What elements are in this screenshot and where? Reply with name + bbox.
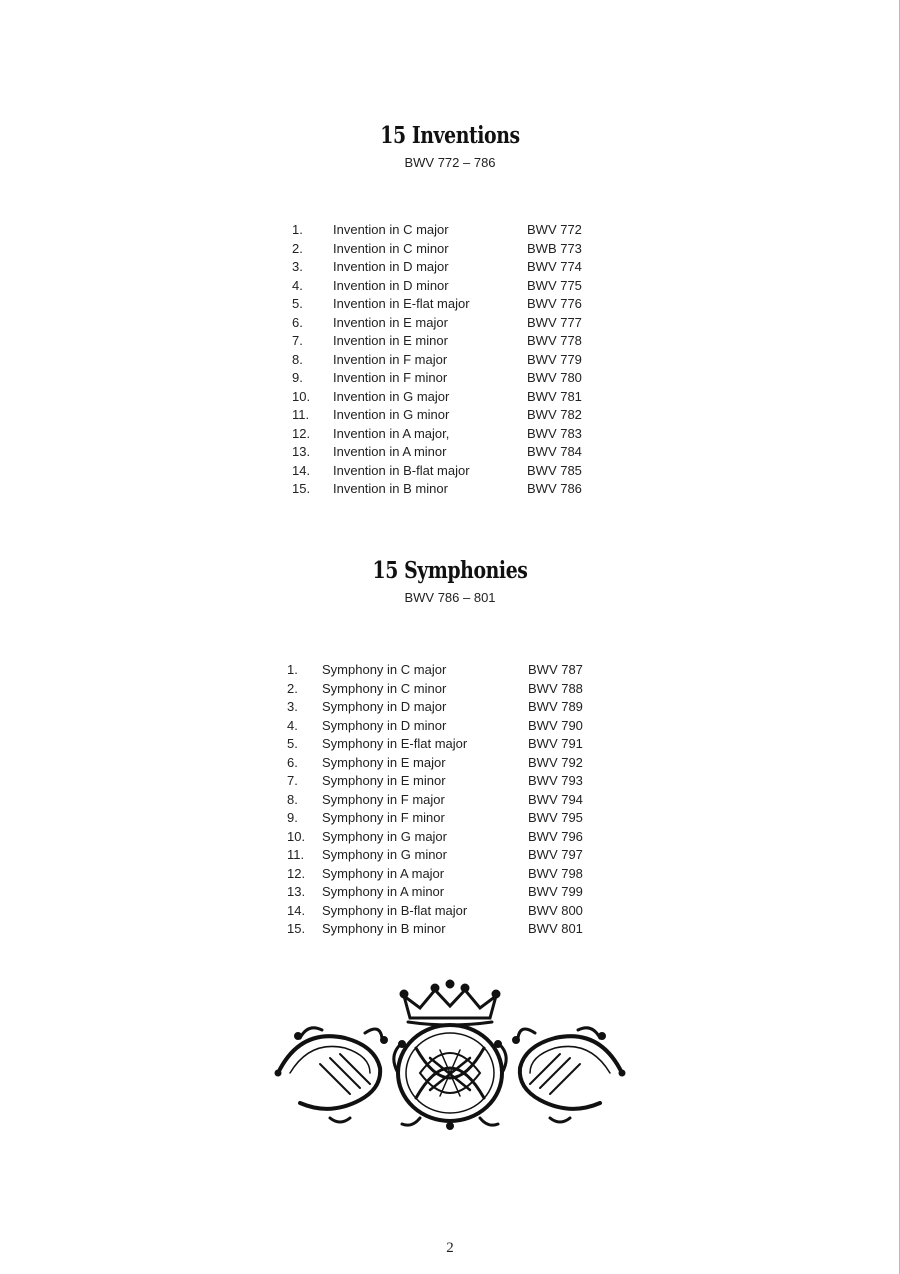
list-item (292, 480, 612, 499)
item-number: 9. (287, 810, 298, 825)
bwv-number: BWV 780 (527, 370, 582, 385)
piece-title: Invention in C minor (333, 240, 449, 256)
list-item (292, 314, 612, 333)
piece-title: Invention in B-flat major (333, 462, 470, 478)
bwv-number: BWV 791 (528, 736, 583, 751)
list-item (287, 883, 607, 902)
bwv-number: BWV 784 (527, 444, 582, 459)
list-item (287, 791, 607, 810)
bwv-number: BWV 777 (527, 314, 582, 330)
bwv-number: BWV 793 (528, 773, 583, 788)
list-item (292, 369, 612, 388)
item-number: 14. (292, 462, 311, 478)
piece-title: Invention in G minor (333, 407, 450, 422)
item-number: 12. (292, 425, 311, 441)
list-item (292, 221, 612, 240)
bwv-number: BWV 786 (527, 481, 582, 496)
item-number: 13. (287, 884, 306, 899)
item-number: 15. (287, 921, 306, 936)
item-number: 8. (287, 791, 298, 807)
bwv-number: BWV 798 (528, 865, 583, 881)
piece-title: Invention in E-flat major (333, 296, 470, 311)
item-number: 9. (292, 370, 303, 385)
symphonies-list (287, 661, 607, 939)
piece-title: Symphony in A minor (322, 884, 445, 899)
item-number: 8. (292, 351, 303, 367)
bwv-number: BWV 787 (528, 662, 583, 677)
piece-title: Invention in F minor (333, 370, 448, 385)
list-item (292, 240, 612, 259)
bwv-number: BWV 789 (528, 699, 583, 714)
list-item (287, 680, 607, 699)
bwv-number: BWV 778 (527, 333, 582, 348)
piece-title: Symphony in C minor (322, 680, 447, 696)
item-number: 14. (287, 902, 306, 918)
list-item (292, 425, 612, 444)
item-number: 11. (292, 407, 310, 422)
inventions-title: 15 Inventions (380, 122, 520, 149)
bwv-number: BWV 796 (528, 828, 583, 844)
list-item (292, 406, 612, 425)
item-number: 1. (292, 222, 303, 237)
piece-title: Symphony in F major (322, 791, 445, 807)
list-item (287, 828, 607, 847)
piece-title: Invention in A minor (333, 444, 447, 459)
bwv-number: BWV 797 (528, 847, 583, 862)
item-number: 5. (287, 736, 298, 751)
list-item (292, 443, 612, 462)
piece-title: Symphony in G minor (322, 847, 447, 862)
item-number: 2. (292, 240, 303, 256)
piece-title: Invention in D major (333, 259, 449, 274)
item-number: 4. (292, 277, 303, 293)
symphonies-subtitle: BWV 786 – 801 (404, 590, 496, 605)
symphonies-title: 15 Symphonies (372, 557, 528, 584)
list-item (292, 462, 612, 481)
list-item (287, 865, 607, 884)
list-item (287, 772, 607, 791)
list-item (287, 735, 607, 754)
bwv-number: BWV 772 (527, 222, 582, 237)
list-item (287, 809, 607, 828)
piece-title: Symphony in F minor (322, 810, 445, 825)
item-number: 15. (292, 481, 311, 496)
bach-seal-icon (270, 978, 630, 1138)
list-item (292, 277, 612, 296)
piece-title: Invention in D minor (333, 277, 449, 293)
bwv-number: BWV 774 (527, 259, 582, 274)
bwv-number: BWV 782 (527, 407, 582, 422)
item-number: 5. (292, 296, 303, 311)
piece-title: Invention in A major, (333, 425, 450, 441)
piece-title: Invention in B minor (333, 481, 448, 496)
piece-title: Symphony in E-flat major (322, 736, 468, 751)
list-item (287, 902, 607, 921)
bwv-number: BWV 783 (527, 425, 582, 441)
piece-title: Invention in E minor (333, 333, 448, 348)
piece-title: Symphony in B-flat major (322, 902, 468, 918)
list-item (287, 846, 607, 865)
piece-title: Symphony in D major (322, 699, 447, 714)
piece-title: Invention in G major (333, 388, 450, 404)
list-item (287, 754, 607, 773)
bwv-number: BWB 773 (527, 240, 582, 256)
list-item (292, 388, 612, 407)
piece-title: Invention in F major (333, 351, 448, 367)
item-number: 6. (287, 754, 298, 770)
list-item (292, 258, 612, 277)
bwv-number: BWV 776 (527, 296, 582, 311)
list-item (287, 920, 607, 939)
piece-title: Symphony in E minor (322, 773, 446, 788)
item-number: 7. (287, 773, 298, 788)
inventions-list (292, 221, 612, 499)
item-number: 4. (287, 717, 298, 733)
item-number: 7. (292, 333, 303, 348)
piece-title: Invention in E major (333, 314, 448, 330)
bwv-number: BWV 794 (528, 791, 583, 807)
piece-title: Invention in C major (333, 222, 449, 237)
bwv-number: BWV 800 (528, 902, 583, 918)
bwv-number: BWV 799 (528, 884, 583, 899)
item-number: 12. (287, 865, 306, 881)
piece-title: Symphony in D minor (322, 717, 447, 733)
bwv-number: BWV 785 (527, 462, 582, 478)
bwv-number: BWV 792 (528, 754, 583, 770)
piece-title: Symphony in A major (322, 865, 445, 881)
item-number: 2. (287, 680, 298, 696)
list-item (287, 698, 607, 717)
item-number: 3. (292, 259, 303, 274)
item-number: 10. (287, 828, 306, 844)
item-number: 1. (287, 662, 298, 677)
list-item (287, 717, 607, 736)
piece-title: Symphony in E major (322, 754, 446, 770)
inventions-subtitle: BWV 772 – 786 (404, 155, 496, 170)
bwv-number: BWV 779 (527, 351, 582, 367)
item-number: 13. (292, 444, 311, 459)
piece-title: Symphony in B minor (322, 921, 446, 936)
list-item (292, 332, 612, 351)
bwv-number: BWV 781 (527, 388, 582, 404)
bwv-number: BWV 775 (527, 277, 582, 293)
piece-title: Symphony in G major (322, 828, 447, 844)
page-number: 2 (446, 1240, 454, 1256)
item-number: 3. (287, 699, 298, 714)
list-item (292, 351, 612, 370)
piece-title: Symphony in C major (322, 662, 447, 677)
item-number: 6. (292, 314, 303, 330)
bwv-number: BWV 801 (528, 921, 583, 936)
bwv-number: BWV 795 (528, 810, 583, 825)
item-number: 10. (292, 388, 311, 404)
bwv-number: BWV 790 (528, 717, 583, 733)
bwv-number: BWV 788 (528, 680, 583, 696)
list-item (287, 661, 607, 680)
list-item (292, 295, 612, 314)
item-number: 11. (287, 847, 305, 862)
